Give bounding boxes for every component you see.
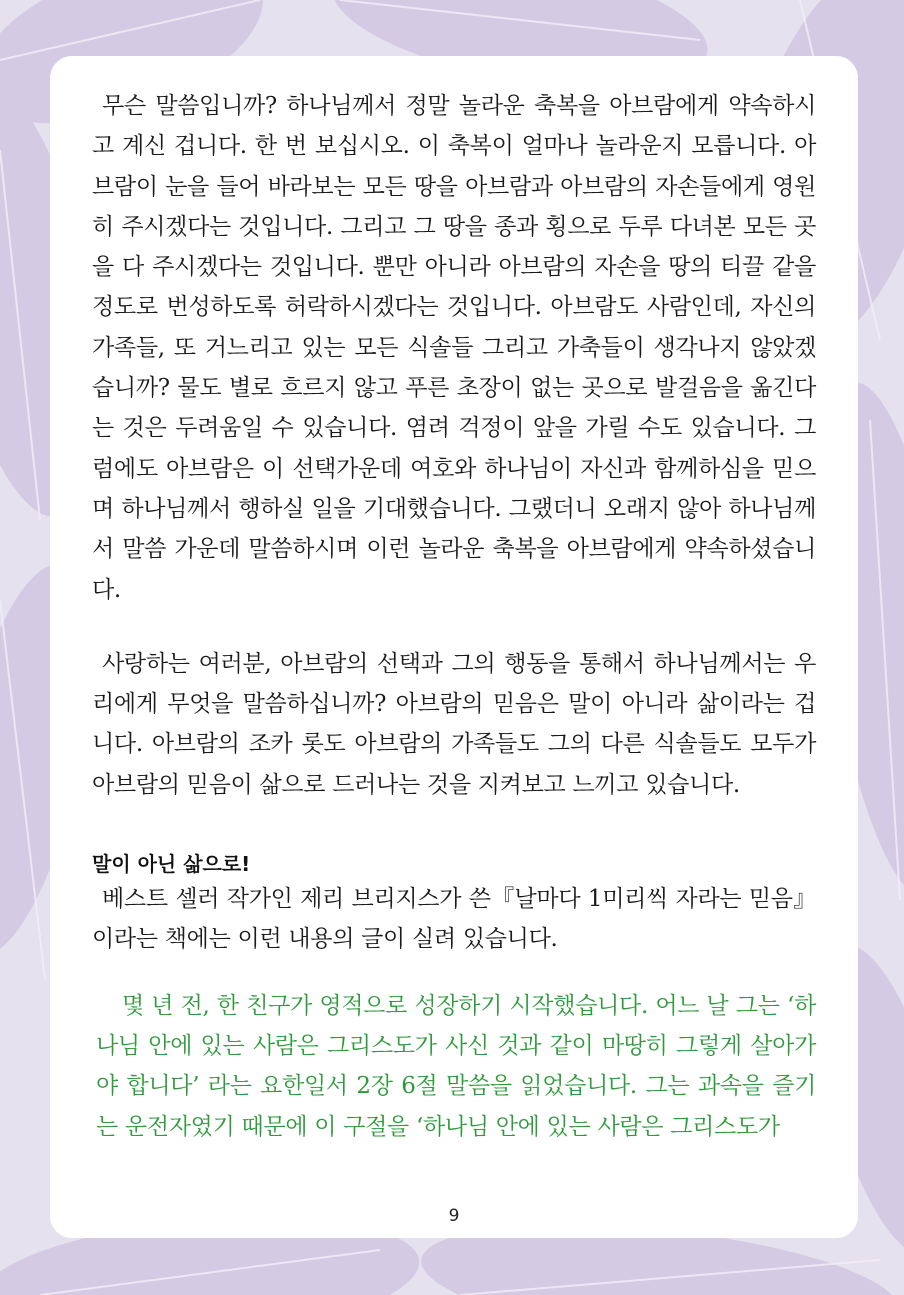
page-card xyxy=(50,56,858,1238)
body-paragraph-1: 무슨 말씀입니까? 하나님께서 정말 놀라운 축복을 아브람에게 약속하시고 계신 겁니다. 한 번 보십시오. 이 축복이 얼마나 놀라운지 모릅니다. 아브람이 눈을 들어 바라보는 모든 땅을 아브람과 아브람의 자손들에게 영원히 주시겠다는 것입니다. 그리고 그 땅을 종과 횡으로 두루 다녀본 모든 곳을 다 주시겠다는 것입니다. 뿐만 아니라 아브람의 자손을 땅의 티끌 같을 정도로 번성하도록 허락하시겠다는 것입니다. 아브람도 사람인데, 자신의 가족들, 또 거느리고 있는 모든 식솔들 그리고 가축들이 생각나지 않았겠습니까? 물도 별로 흐르지 않고 푸른 초장이 없는 곳으로 발걸음을 옮긴다는 것은 두려움일 수 있습니다. 염려 걱정이 앞을 가릴 수도 있습니다. 그럼에도 아브람은 이 선택가운데 여호와 하나님이 자신과 함께하심을 믿으며 하나님께서 행하실 일을 기대했습니다. 그랬더니 오래지 않아 하나님께서 말씀 가운데 말씀하시며 이런 놀라운 축복을 아브람에게 약속하셨습니다. xyxy=(92,93,816,603)
section-heading: 말이 아닌 삶으로! xyxy=(92,852,251,877)
body-paragraph-2: 사랑하는 여러분, 아브람의 선택과 그의 행동을 통해서 하나님께서는 우리에게 무엇을 말씀하십니까? 아브람의 믿음은 말이 아니라 삶이라는 겁니다. 아브람의 조카 롯도 아브람의 가족들도 그의 다른 식솔들도 모두가 아브람의 믿음이 삶으로 드러나는 것을 지켜보고 느끼고 있습니다. xyxy=(92,650,816,798)
quote-paragraph: 몇 년 전, 한 친구가 영적으로 성장하기 시작했습니다. 어느 날 그는 ‘하나님 안에 있는 사람은 그리스도가 사신 것과 같이 마땅히 그렇게 살아가야 합니다’ 라는 요한일서 2장 6절 말씀을 읽었습니다. 그는 과속을 즐기는 운전자였기 때문에 이 구절을 ‘하나님 안에 있는 사람은 그리스도가 xyxy=(96,992,816,1140)
page-number: 9 xyxy=(448,1206,460,1226)
body-paragraph-3: 베스트 셀러 작가인 제리 브리지스가 쓴『날마다 1미리씩 자라는 믿음』이라는 책에는 이런 내용의 글이 실려 있습니다. xyxy=(92,886,816,953)
